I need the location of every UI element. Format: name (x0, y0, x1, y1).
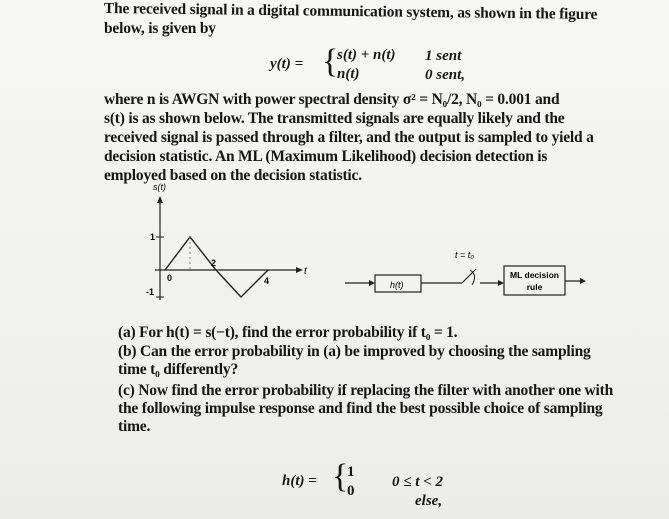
equation-h-case1-val: 1 (347, 464, 355, 480)
equation-h-case1-cond: 0 ≤ t < 2 (392, 474, 443, 490)
question-a: (a) For h(t) = s(−t), find the error probability if t₀ = 1. (118, 324, 458, 341)
input-arrow (369, 280, 375, 286)
equation-y-lhs: y(t) = (270, 56, 304, 72)
decision-label-line1: ML decision (510, 270, 559, 280)
equation-y-brace: { (322, 43, 339, 80)
equation-y-case1-cond: 1 sent (425, 48, 462, 64)
question-b-line-1: (b) Can the error probability in (a) be improved by choosing the sampling (118, 343, 591, 360)
sampler-output-arrow (498, 280, 504, 286)
tick-x-2: 2 (211, 258, 217, 268)
signal-plot (146, 182, 308, 300)
signal-x-label: t (304, 266, 307, 277)
equation-h-brace: { (332, 458, 349, 495)
equation-y-case2-expr: n(t) (337, 66, 360, 82)
body-line-4: decision statistic. An ML (Maximum Likelihood) decision detection is (104, 148, 548, 165)
body-line-2: s(t) is as shown below. The transmitted signals are equally likely and the (104, 110, 565, 127)
equation-y-case2-cond: 0 sent, (425, 67, 466, 83)
decision-output-arrow (580, 278, 586, 284)
question-c-line-2: the following impulse response and find the best possible choice of sampling (118, 400, 603, 417)
signal-y-label: s(t) (153, 182, 166, 192)
filter-label: h(t) (390, 280, 404, 290)
decision-label-line2: rule (526, 282, 543, 292)
tick-x-4: 4 (264, 276, 270, 286)
equation-h-case2-cond: else, (415, 493, 443, 509)
sample-time-label: t = t₀ (455, 250, 475, 260)
body-line-3: received signal is passed through a filter, and the output is sampled to yield a (104, 129, 594, 146)
question-c-line-3: time. (118, 418, 151, 435)
question-b-line-2: time t₀ differently? (118, 361, 239, 378)
signal-y-arrow (157, 196, 163, 203)
signal-waveform (165, 237, 268, 297)
intro-line-2: below, is given by (104, 20, 216, 37)
tick-y-neg: -1 (146, 287, 155, 297)
equation-y-case1-expr: s(t) + n(t) (337, 47, 396, 63)
block-diagram (345, 250, 586, 295)
tick-x-0: 0 (167, 273, 173, 283)
question-c-line-1: (c) Now find the error probability if replacing the filter with another one with (118, 382, 614, 399)
tick-y-pos: 1 (150, 232, 156, 242)
signal-x-arrow (296, 267, 303, 273)
body-line-1: where n is AWGN with power spectral density σ² = N₀/2, N₀ = 0.001 and (104, 91, 560, 108)
sampler-arc (470, 270, 475, 285)
intro-line-1: The received signal in a digital communication system, as shown in the figure (103, 0, 598, 24)
body-line-5: employed based on the decision statistic. (104, 167, 362, 184)
equation-h-lhs: h(t) = (282, 473, 317, 489)
equation-h-case2-val: 0 (347, 483, 355, 499)
